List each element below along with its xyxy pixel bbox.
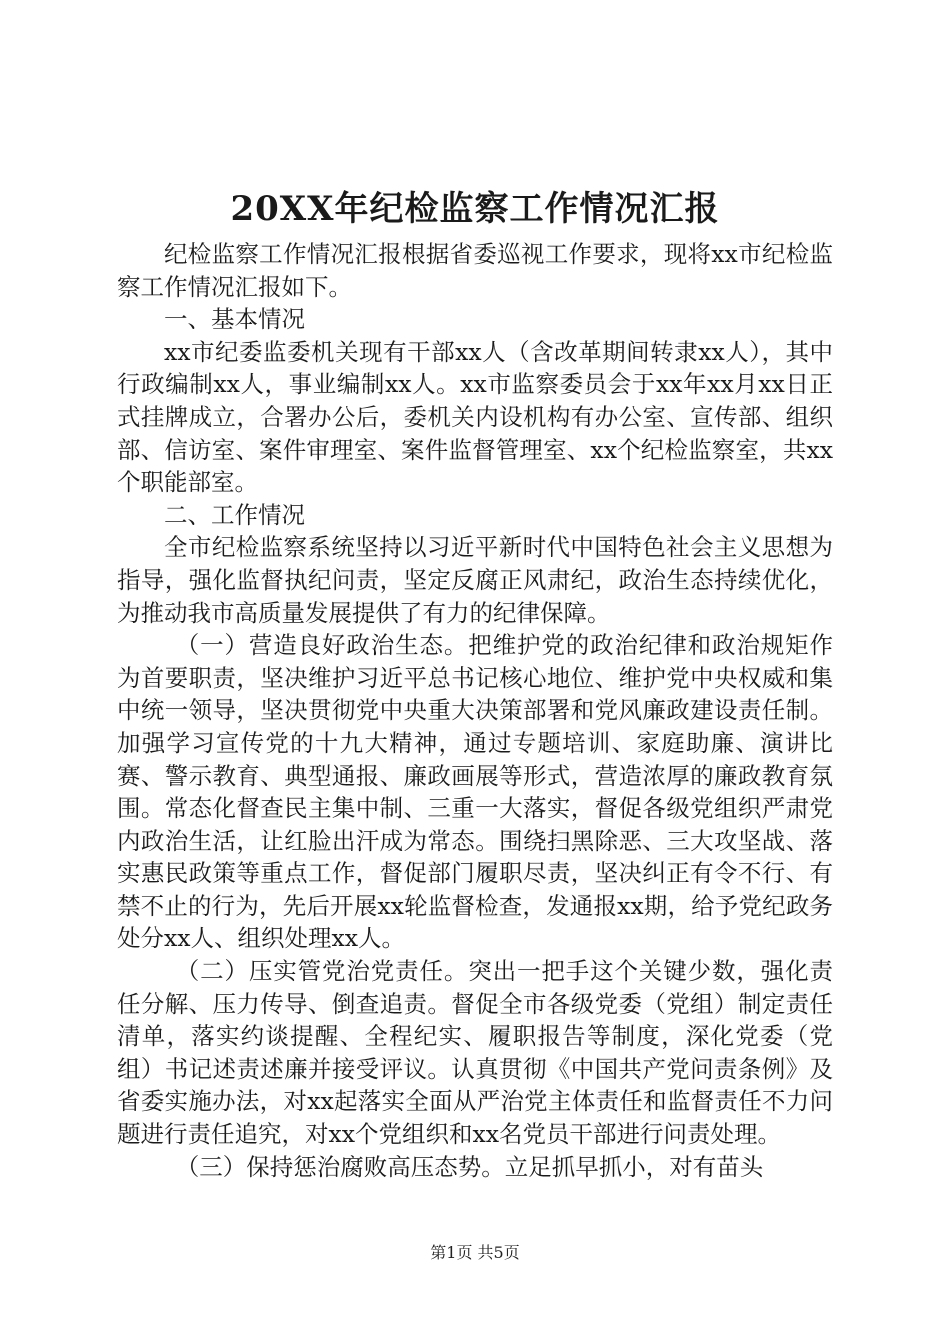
subsection-paragraph-1: （一）营造良好政治生态。把维护党的政治纪律和政治规矩作为首要职责，坚决维护习近平总书记核心地位、维护党中央权威和集中统一领导，坚决贯彻党中央重大决策部署和党风廉政建设责任制。加强学习宣传党的十九大精神，通过专题培训、家庭助廉、演讲比赛、警示教育、典型通报、廉政画展等形式，营造浓厚的廉政教育氛围。常态化督查民主集中制、三重一大落实，督促各级党组织严肃党内政治生活，让红脸出汗成为常态。围绕扫黑除恶、三大攻坚战、落实惠民政策等重点工作，督促部门履职尽责，坚决纠正有令不行、有禁不止的行为，先后开展xx轮监督检查，发通报xx期，给予党纪政务处分xx人、组织处理xx人。 — [117, 631, 833, 953]
document-title: 20XX年纪检监察工作情况汇报 — [230, 189, 720, 229]
page-footer: 第1页 共5页 — [430, 1243, 520, 1262]
basic-info-paragraph: xx市纪委监委机关现有干部xx人（含改革期间转隶xx人），其中行政编制xx人，事业编制xx人。xx市监察委员会于xx年xx月xx日正式挂牌成立，合署办公后，委机关内设机构有办公室、宣传部、组织部、信访室、案件审理室、案件监督管理室、xx个纪检监察室，共xx个职能部室。 — [117, 337, 833, 497]
document-body — [117, 238, 833, 1183]
section-heading-work: 二、工作情况 — [164, 500, 305, 529]
section-heading-basic: 一、基本情况 — [164, 305, 305, 334]
subsection-paragraph-2: （二）压实管党治党责任。突出一把手这个关键少数，强化责任分解、压力传导、倒查追责。督促全市各级党委（党组）制定责任清单，落实约谈提醒、全程纪实、履职报告等制度，深化党委（党组）书记述责述廉并接受评议。认真贯彻《中国共产党问责条例》及省委实施办法，对xx起落实全面从严治党主体责任和监督责任不力问题进行责任追究，对xx个党组织和xx名党员干部进行问责处理。 — [117, 957, 833, 1149]
work-overview-paragraph: 全市纪检监察系统坚持以习近平新时代中国特色社会主义思想为指导，强化监督执纪问责，坚定反腐正风肃纪，政治生态持续优化，为推动我市高质量发展提供了有力的纪律保障。 — [117, 533, 833, 627]
subsection-paragraph-3: （三）保持惩治腐败高压态势。立足抓早抓小，对有苗头 — [175, 1152, 764, 1181]
intro-paragraph: 纪检监察工作情况汇报根据省委巡视工作要求，现将xx市纪检监察工作情况汇报如下。 — [117, 240, 833, 301]
